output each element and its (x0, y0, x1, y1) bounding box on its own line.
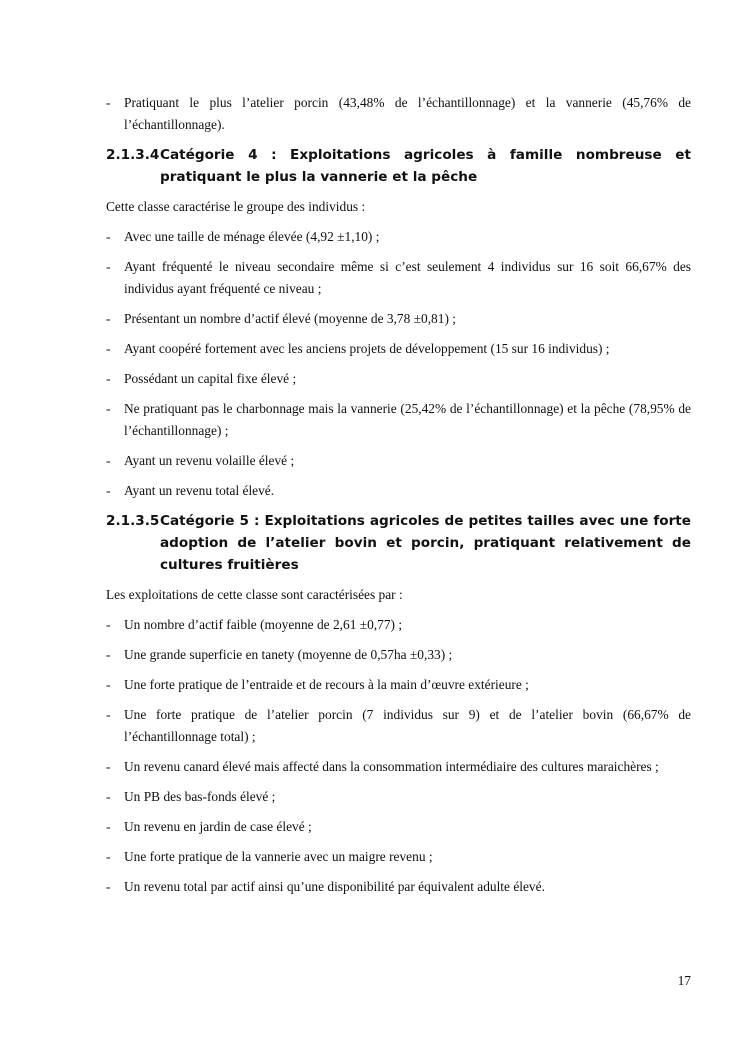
list-item-text: Un PB des bas-fonds élevé ; (124, 789, 276, 804)
bullet-dash: - (106, 371, 111, 386)
document-body (106, 92, 691, 906)
list-item (106, 846, 691, 868)
bullet-dash: - (106, 819, 111, 834)
list-item (106, 480, 691, 502)
list-item-text: Un nombre d’actif faible (moyenne de 2,61 ±0,77) ; (124, 617, 403, 632)
list-item (106, 256, 691, 300)
bullet-dash: - (106, 617, 111, 632)
bullet-dash: - (106, 677, 111, 692)
bullet-dash: - (106, 341, 111, 356)
list-item-text: Un revenu en jardin de case élevé ; (124, 819, 312, 834)
list-item (106, 308, 691, 330)
list-item-text: Une forte pratique de l’atelier porcin (7 individus sur 9) et de l’atelier bovin (66,67% de l’échantillonnage total) ; (124, 707, 691, 744)
list-item (106, 226, 691, 248)
bullet-dash: - (106, 789, 111, 804)
bullet-dash: - (106, 401, 111, 416)
list-item (106, 704, 691, 748)
list-item-text: Une grande superficie en tanety (moyenne de 0,57ha ±0,33) ; (124, 647, 453, 662)
list-item-text: Une forte pratique de la vannerie avec un maigre revenu ; (124, 849, 433, 864)
section-number: 2.1.3.4 (106, 147, 160, 163)
list-item (106, 644, 691, 666)
section-heading-5 (106, 510, 691, 576)
list-item-text: Pratiquant le plus l’atelier porcin (43,48% de l’échantillonnage) et la vannerie (45,76% de l’échantillonnage). (124, 95, 691, 132)
list-item-text: Possédant un capital fixe élevé ; (124, 371, 297, 386)
list-item (106, 786, 691, 808)
section-heading-4 (106, 144, 691, 188)
list-item-text: Une forte pratique de l’entraide et de recours à la main d’œuvre extérieure ; (124, 677, 529, 692)
list-item-text: Ne pratiquant pas le charbonnage mais la vannerie (25,42% de l’échantillonnage) et la pêche (78,95% de l’échantillonnage) ; (124, 401, 691, 438)
list-item (106, 368, 691, 390)
bullet-dash: - (106, 647, 111, 662)
list-item (106, 398, 691, 442)
list-item-text: Un revenu total par actif ainsi qu’une disponibilité par équivalent adulte élevé. (124, 879, 545, 894)
list-item-text: Un revenu canard élevé mais affecté dans la consommation intermédiaire des cultures maraichères ; (124, 759, 659, 774)
bullet-dash: - (106, 483, 111, 498)
bullet-dash: - (106, 707, 111, 722)
list-item (106, 876, 691, 898)
list-item-text: Ayant fréquenté le niveau secondaire même si c’est seulement 4 individus sur 16 soit 66,67% des individus ayant fréquenté ce niveau ; (124, 259, 691, 296)
list-item (106, 92, 691, 136)
bullet-dash: - (106, 311, 111, 326)
section-number: 2.1.3.5 (106, 513, 160, 529)
bullet-dash: - (106, 453, 111, 468)
section-intro: Les exploitations de cette classe sont caractérisées par : (106, 587, 403, 602)
bullet-dash: - (106, 759, 111, 774)
list-item-text: Ayant un revenu total élevé. (124, 483, 275, 498)
bullet-dash: - (106, 259, 111, 274)
list-item (106, 674, 691, 696)
list-item (106, 816, 691, 838)
list-item (106, 614, 691, 636)
page-number: 17 (677, 973, 691, 988)
list-item-text: Ayant un revenu volaille élevé ; (124, 453, 295, 468)
bullet-dash: - (106, 229, 111, 244)
list-item-text: Présentant un nombre d’actif élevé (moyenne de 3,78 ±0,81) ; (124, 311, 456, 326)
section-title: Catégorie 4 : Exploitations agricoles à famille nombreuse et pratiquant le plus la vannerie et la pêche (160, 147, 691, 185)
list-item-text: Avec une taille de ménage élevée (4,92 ±1,10) ; (124, 229, 380, 244)
bullet-dash: - (106, 849, 111, 864)
bullet-dash: - (106, 879, 111, 894)
section-intro: Cette classe caractérise le groupe des individus : (106, 199, 366, 214)
list-item-text: Ayant coopéré fortement avec les anciens projets de développement (15 sur 16 individus) ; (124, 341, 610, 356)
section-title: Catégorie 5 : Exploitations agricoles de petites tailles avec une forte adoption de l’atelier bovin et porcin, pratiquant relativement de cultures fruitières (160, 513, 691, 573)
list-item (106, 756, 691, 778)
list-item (106, 338, 691, 360)
list-item (106, 450, 691, 472)
bullet-dash: - (106, 95, 111, 110)
